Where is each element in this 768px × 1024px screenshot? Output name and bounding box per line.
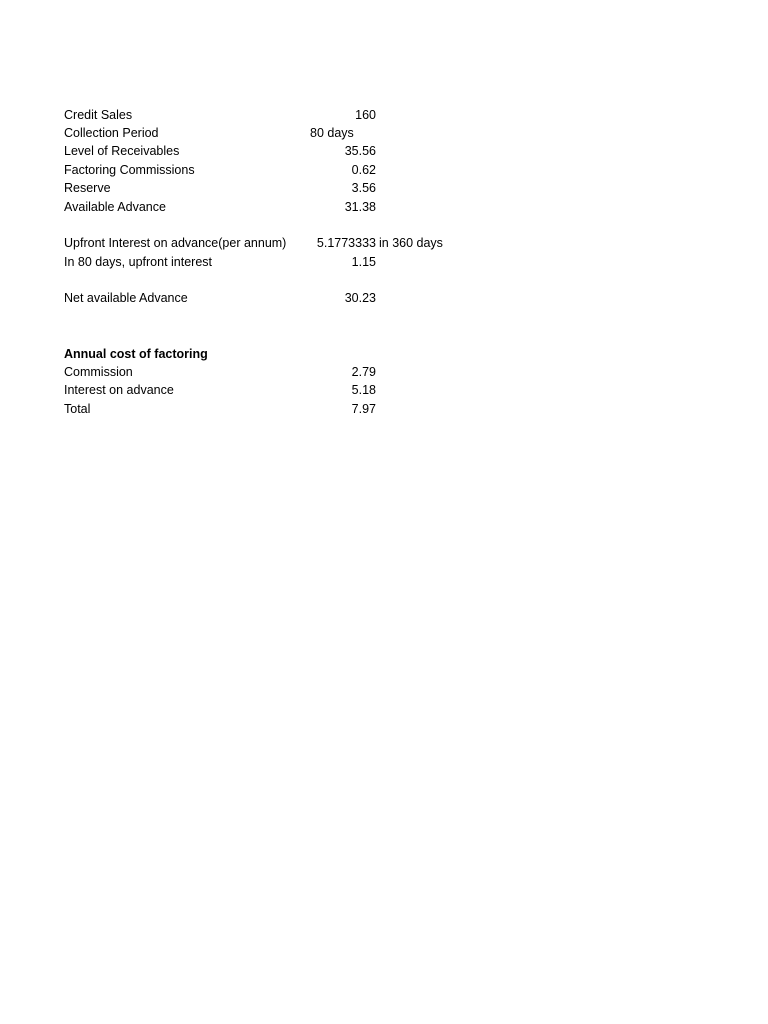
- row-reserve: [0, 179, 768, 197]
- row-credit-sales: [0, 106, 768, 124]
- upfront-interest-value: 5.1773333: [316, 236, 376, 250]
- row-commission: [0, 363, 768, 381]
- interest-on-advance-label: Interest on advance: [64, 383, 174, 397]
- reserve-label: Reserve: [64, 181, 111, 195]
- 80-days-interest-value: 1.15: [351, 255, 376, 269]
- net-available-advance-label: Net available Advance: [64, 291, 188, 305]
- net-available-advance-value: 30.23: [344, 291, 376, 305]
- collection-period-label: Collection Period: [64, 126, 159, 140]
- credit-sales-value: 160: [355, 108, 376, 122]
- level-of-receivables-value: 35.56: [344, 144, 376, 158]
- interest-on-advance-value: 5.18: [351, 383, 376, 397]
- reserve-value: 3.56: [351, 181, 376, 195]
- credit-sales-label: Credit Sales: [64, 108, 133, 122]
- row-80-days-interest: [0, 253, 768, 271]
- available-advance-value: 31.38: [344, 200, 376, 214]
- upfront-interest-note: in 360 days: [379, 236, 443, 250]
- commission-label: Commission: [64, 365, 133, 379]
- row-level-of-receivables: [0, 142, 768, 160]
- upfront-interest-label: Upfront Interest on advance(per annum): [64, 236, 287, 250]
- row-collection-period: [0, 124, 768, 142]
- row-interest-on-advance: [0, 381, 768, 399]
- annual-cost-heading: Annual cost of factoring: [64, 347, 208, 361]
- row-available-advance: [0, 198, 768, 216]
- row-upfront-interest: [0, 234, 768, 252]
- factoring-commissions-label: Factoring Commissions: [64, 163, 195, 177]
- 80-days-interest-label: In 80 days, upfront interest: [64, 255, 213, 269]
- row-annual-cost-heading: [0, 345, 768, 363]
- row-total: [0, 400, 768, 418]
- total-label: Total: [64, 402, 91, 416]
- collection-period-value: 80 days: [310, 126, 354, 140]
- row-factoring-commissions: [0, 161, 768, 179]
- commission-value: 2.79: [351, 365, 376, 379]
- row-net-available-advance: [0, 289, 768, 307]
- level-of-receivables-label: Level of Receivables: [64, 144, 180, 158]
- available-advance-label: Available Advance: [64, 200, 166, 214]
- total-value: 7.97: [351, 402, 376, 416]
- factoring-commissions-value: 0.62: [351, 163, 376, 177]
